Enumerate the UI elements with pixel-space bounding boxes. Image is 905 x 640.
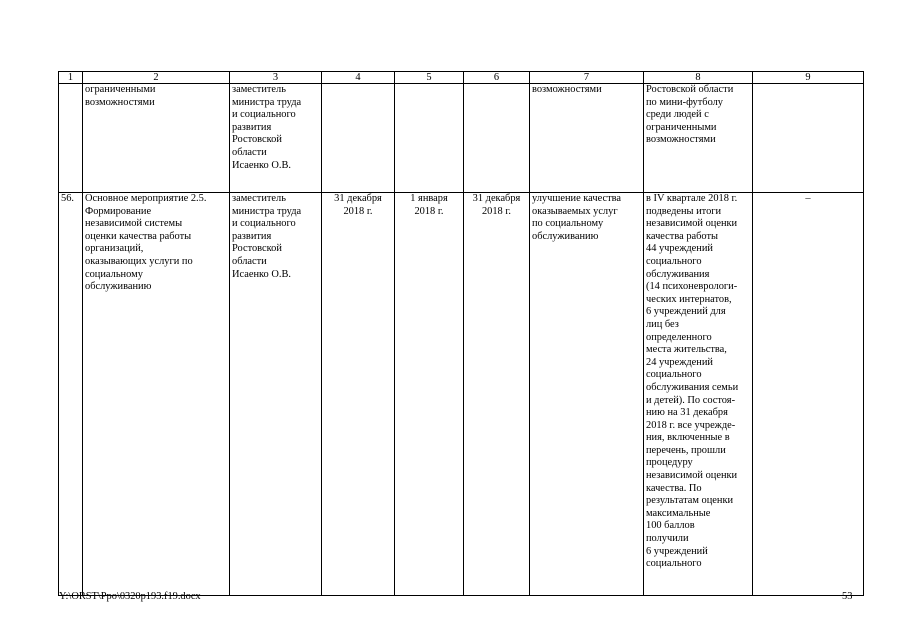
measure-name-cell: ограниченными возможностями — [83, 84, 230, 193]
start-date-cell: 1 января 2018 г. — [395, 193, 464, 596]
start-date-cell — [395, 84, 464, 193]
notes-cell — [753, 84, 864, 193]
page-number: 53 — [842, 591, 853, 602]
col-number-7: 7 — [530, 72, 644, 84]
col-number-2: 2 — [83, 72, 230, 84]
notes-cell: – — [753, 193, 864, 596]
table-row — [59, 84, 864, 193]
col-number-9: 9 — [753, 72, 864, 84]
planned-date-cell: 31 декабря 2018 г. — [322, 193, 395, 596]
actual-result-cell: Ростовской области по мини-футболу среди людей с ограниченными возможностями — [644, 84, 753, 193]
responsible-cell: заместитель министра труда и социального развития Ростовской области Исаенко О.В. — [230, 84, 322, 193]
measures-table — [58, 71, 864, 596]
col-number-6: 6 — [464, 72, 530, 84]
planned-date-cell — [322, 84, 395, 193]
responsible-cell: заместитель министра труда и социального развития Ростовской области Исаенко О.В. — [230, 193, 322, 596]
column-number-row — [59, 72, 864, 84]
col-number-1: 1 — [59, 72, 83, 84]
end-date-cell: 31 декабря 2018 г. — [464, 193, 530, 596]
col-number-8: 8 — [644, 72, 753, 84]
file-path-footer: Y:\ORST\Ppo\0320p193.f19.docx — [59, 591, 201, 602]
row-number-cell: 56. — [59, 193, 83, 596]
actual-result-cell: в IV квартале 2018 г. подведены итоги независимой оценки качества работы 44 учреждений социального обслуживания (14 психоневрологи- ческих интернатов, 6 учреждений для лиц без определенного места жительства, 24 учреждений социального обслуживания семьи и детей). По состоя- нию на 31 декабря 2018 г. все учрежде- ния, включенные в перечень, прошли процедуру независимой оценки качества. По результатам оценки максимальные 100 баллов получили 6 учреждений социального — [644, 193, 753, 596]
expected-result-cell: улучшение качества оказываемых услуг по социальному обслуживанию — [530, 193, 644, 596]
col-number-4: 4 — [322, 72, 395, 84]
row-number-cell — [59, 84, 83, 193]
expected-result-cell: возможностями — [530, 84, 644, 193]
end-date-cell — [464, 84, 530, 193]
measure-name-cell: Основное мероприятие 2.5. Формирование независимой системы оценки качества работы организаций, оказывающих услуги по социальному обслуживанию — [83, 193, 230, 596]
col-number-3: 3 — [230, 72, 322, 84]
col-number-5: 5 — [395, 72, 464, 84]
table-row — [59, 193, 864, 596]
